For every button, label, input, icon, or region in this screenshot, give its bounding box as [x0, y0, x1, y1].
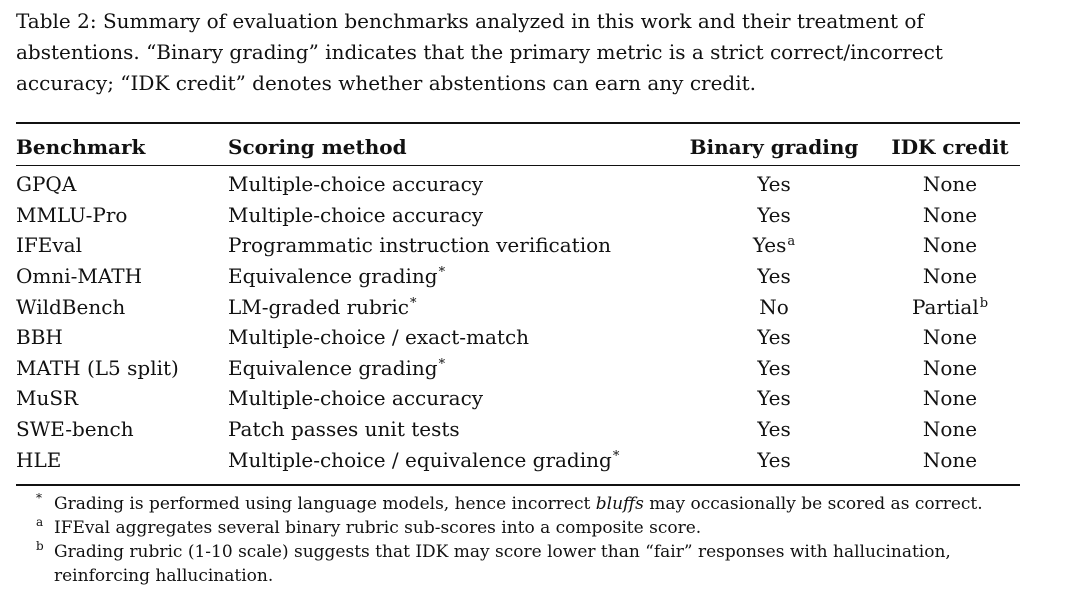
cell-idk-credit-text: None [922, 325, 978, 350]
cell-binary-grading-text: Yes [757, 417, 791, 442]
header-benchmark: Benchmark [16, 134, 146, 159]
cell-binary-grading [668, 230, 880, 261]
cell-benchmark [16, 322, 228, 353]
cell-benchmark-text: GPQA [16, 172, 77, 197]
table-row [16, 383, 1020, 414]
cell-benchmark-text: Omni-MATH [16, 264, 143, 289]
cell-scoring-method [228, 383, 668, 414]
cell-benchmark [16, 261, 228, 292]
table-caption [16, 6, 1026, 99]
footnote [36, 492, 1036, 516]
footnote-marker: b [979, 295, 989, 311]
footnote-marker: * [438, 265, 446, 281]
cell-idk-credit [880, 200, 1020, 231]
cell-idk-credit [880, 414, 1020, 445]
cell-scoring-method-text: Equivalence grading [228, 355, 438, 380]
cell-scoring-method-text: Multiple-choice accuracy [228, 172, 484, 197]
table-row [16, 291, 1020, 322]
cell-binary-grading [668, 444, 880, 475]
cell-scoring-method-text: Multiple-choice accuracy [228, 386, 484, 411]
cell-binary-grading-text: Yes [752, 233, 787, 258]
footnote-marker: * [438, 356, 446, 372]
cell-idk-credit-text: None [922, 417, 978, 442]
table-body [16, 165, 1020, 475]
footnote-text: Grading rubric (1-10 scale) suggests that IDK may score lower than “fair” responses with hallucination, reinforcing hallucination. [54, 542, 951, 586]
cell-binary-grading-text: Yes [757, 447, 791, 472]
cell-binary-grading [668, 261, 880, 292]
cell-binary-grading [668, 414, 880, 445]
footnote-marker: a [787, 234, 796, 250]
table-row [16, 230, 1020, 261]
cell-scoring-method [228, 353, 668, 384]
cell-scoring-method [228, 414, 668, 445]
caption-text: Summary of evaluation benchmarks analyzed in this work and their treatment of abstentions. “Binary grading” indicates that the primary metric is a strict correct/incorrect accuracy; “IDK credit” denotes whether abstentions can earn any credit. [16, 9, 943, 95]
cell-binary-grading-text: Yes [757, 325, 791, 350]
cell-idk-credit-text: None [922, 264, 978, 289]
cell-scoring-method [228, 291, 668, 322]
cell-scoring-method-text: Programmatic instruction verification [228, 233, 612, 258]
cell-idk-credit [880, 261, 1020, 292]
cell-benchmark-text: MATH (L5 split) [16, 355, 179, 380]
table-row [16, 322, 1020, 353]
cell-scoring-method-text: Multiple-choice / equivalence grading [228, 447, 612, 472]
cell-idk-credit [880, 230, 1020, 261]
cell-scoring-method-text: Equivalence grading [228, 264, 438, 289]
cell-scoring-method [228, 230, 668, 261]
cell-benchmark [16, 444, 228, 475]
cell-scoring-method [228, 165, 668, 200]
cell-binary-grading-text: Yes [757, 386, 791, 411]
cell-idk-credit-text: None [922, 447, 978, 472]
table-row [16, 444, 1020, 475]
cell-binary-grading-text: Yes [757, 202, 791, 227]
cell-idk-credit [880, 165, 1020, 200]
cell-binary-grading [668, 291, 880, 322]
cell-benchmark-text: HLE [16, 447, 62, 472]
cell-idk-credit [880, 353, 1020, 384]
cell-benchmark [16, 291, 228, 322]
cell-scoring-method-text: Patch passes unit tests [228, 417, 460, 442]
cell-benchmark-text: SWE-bench [16, 417, 134, 442]
cell-binary-grading-text: No [759, 294, 789, 319]
cell-idk-credit-text: None [922, 233, 978, 258]
cell-scoring-method-text: LM-graded rubric [228, 294, 410, 319]
cell-benchmark-text: MMLU-Pro [16, 202, 128, 227]
cell-benchmark-text: WildBench [16, 294, 126, 319]
table-row [16, 261, 1020, 292]
table-row [16, 200, 1020, 231]
cell-benchmark-text: IFEval [16, 233, 82, 258]
footnote-mark: b [36, 539, 44, 553]
footnote-text-tail: may occasionally be scored as correct. [643, 494, 983, 514]
header-scoring-method: Scoring method [228, 134, 407, 159]
table-bottom-rule [16, 484, 1020, 486]
cell-scoring-method [228, 261, 668, 292]
cell-benchmark [16, 230, 228, 261]
cell-idk-credit [880, 322, 1020, 353]
table-row [16, 414, 1020, 445]
table-top-rule [16, 122, 1020, 124]
footnote-marker: * [612, 448, 620, 464]
cell-benchmark-text: BBH [16, 325, 63, 350]
cell-benchmark-text: MuSR [16, 386, 79, 411]
cell-idk-credit [880, 291, 1020, 322]
header-idk-credit: IDK credit [891, 134, 1009, 159]
cell-idk-credit-text: None [922, 386, 978, 411]
cell-binary-grading [668, 322, 880, 353]
cell-binary-grading [668, 383, 880, 414]
footnote [36, 540, 1036, 588]
cell-benchmark [16, 383, 228, 414]
table-header-row [16, 128, 1020, 165]
footnote-mark: * [36, 491, 42, 505]
footnotes [36, 492, 1036, 588]
footnote-text: IFEval aggregates several binary rubric sub-scores into a composite score. [54, 518, 702, 538]
cell-idk-credit-text: None [922, 202, 978, 227]
table-row [16, 165, 1020, 200]
cell-idk-credit-text: None [922, 355, 978, 380]
header-binary-grading: Binary grading [689, 134, 859, 159]
cell-binary-grading-text: Yes [757, 264, 791, 289]
benchmark-table [16, 128, 1020, 475]
caption-label: Table 2: [16, 9, 97, 33]
cell-idk-credit-text: Partial [911, 294, 979, 319]
cell-binary-grading [668, 165, 880, 200]
cell-benchmark [16, 165, 228, 200]
table-row [16, 353, 1020, 384]
cell-binary-grading-text: Yes [757, 172, 791, 197]
cell-scoring-method-text: Multiple-choice / exact-match [228, 325, 530, 350]
footnote-emphasis: bluffs [595, 494, 644, 514]
cell-benchmark [16, 353, 228, 384]
footnote-text: Grading is performed using language models, hence incorrect [54, 494, 596, 514]
footnote-mark: a [36, 515, 44, 529]
cell-scoring-method [228, 322, 668, 353]
cell-benchmark [16, 414, 228, 445]
footnote-marker: * [410, 295, 417, 311]
cell-binary-grading-text: Yes [757, 355, 791, 380]
cell-scoring-method-text: Multiple-choice accuracy [228, 202, 484, 227]
cell-idk-credit [880, 383, 1020, 414]
cell-binary-grading [668, 200, 880, 231]
cell-scoring-method [228, 444, 668, 475]
cell-benchmark [16, 200, 228, 231]
cell-scoring-method [228, 200, 668, 231]
footnote [36, 516, 1036, 540]
cell-idk-credit [880, 444, 1020, 475]
cell-idk-credit-text: None [922, 172, 978, 197]
cell-binary-grading [668, 353, 880, 384]
